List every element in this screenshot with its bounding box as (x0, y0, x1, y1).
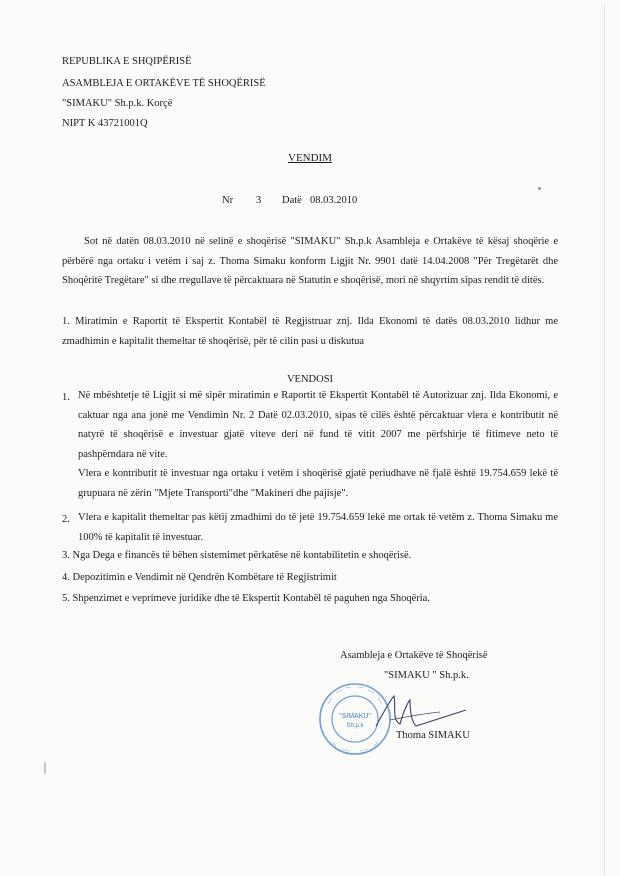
nr-label: Nr (222, 195, 234, 206)
signature-company: "SIMAKU " Sh.p.k. (384, 670, 469, 681)
decision-4: 4. Depozitimin e Vendimit në Qendrën Kombëtare të Regjistrimit (62, 572, 337, 583)
header-company: "SIMAKU" Sh.p.k. Korçë (62, 98, 173, 109)
header-country: REPUBLIKA E SHQIPËRISË (62, 56, 192, 67)
title-text: VENDIM (288, 152, 332, 164)
decision-3: 3. Nga Dega e financës të bëhen sistemimet përkatëse në kontabilitetin e shoqërisë. (62, 550, 412, 561)
intro-paragraph: Sot në datën 08.03.2010 në selinë e shoqërisë "SIMAKU" Sh.p.k Asambleja e Ortakëve të kësaj shoqërie e përbërë nga ortaku i vetëm i saj z. Thoma Simaku konform Ligjit Nr. 9901 datë 14.04.2008 "Për Tregëtarët dhe Shoqëritë Tregëtare" si dhe rregullave të përcaktuara në Statutin e shoqërisë, mori në shqyrtim sipas rendit të ditës. (62, 236, 558, 286)
decision-1-text: Në mbështetje të Ligjit si më sipër miratimin e Raportit të Ekspertit Kontabël të Autorizuar znj. Ilda Ekonomi, e caktuar nga ana jonë me Vendimin Nr. 2 Datë 02.03.2010, sipas të cilës është përcaktuar vlera e kontributit në natyrë të shoqërisë e investuar gjatë viteve deri në fund të vitit 2007 me përfshirje të fitimeve neto të pashpërndara në vite. (78, 390, 558, 460)
decision-2-number: 2. (62, 514, 70, 525)
stamp-name: "SIMAKU" (339, 713, 371, 720)
document-title (0, 152, 620, 164)
scan-mark (44, 762, 46, 774)
agenda-item: 1. Miratimin e Raportit të Ekspertit Kontabël të Regjistruar znj. Ilda Ekonomi të datës 08.03.2010 lidhur me zmadhimin e kapitalit themeltar të shoqërisë, për të cilin pasi u diskutua (62, 316, 558, 347)
scan-edge (604, 4, 605, 874)
date-label: Datë (282, 195, 302, 206)
header-nipt: NIPT K 43721001Q (62, 118, 148, 129)
scan-speck (538, 187, 541, 190)
signature-org: Asambleja e Ortakëve të Shoqërisë (340, 650, 488, 661)
signature-name: Thoma SIMAKU (396, 730, 470, 741)
stamp-sub: Sh.p.k (346, 723, 364, 729)
decision-1-number: 1. (62, 392, 70, 403)
decision-5: 5. Shpenzimet e veprimeve juridike dhe të Ekspertit Kontabël të paguhen nga Shoqëria. (62, 593, 430, 604)
date-value: 08.03.2010 (310, 195, 358, 206)
header-assembly: ASAMBLEJA E ORTAKËVE TË SHOQËRISË (62, 78, 266, 89)
decision-1-extra: Vlera e kontributit të investuar nga ortaku i vetëm i shoqërisë gjatë periudhave në fjalë është 19.754.659 lekë të grupuara në zërin "Mjete Transporti"dhe "Makineri dhe pajisje". (78, 468, 558, 499)
vendosi-heading: VENDOSI (286, 374, 334, 385)
nr-value: 3 (256, 195, 262, 206)
decision-2-text: Vlera e kapitalit themeltar pas këtij zmadhimi do të jetë 19.754.659 lekë me ortak të vetëm z. Thoma Simaku me 100% të kapitalit të investuar. (78, 512, 558, 543)
